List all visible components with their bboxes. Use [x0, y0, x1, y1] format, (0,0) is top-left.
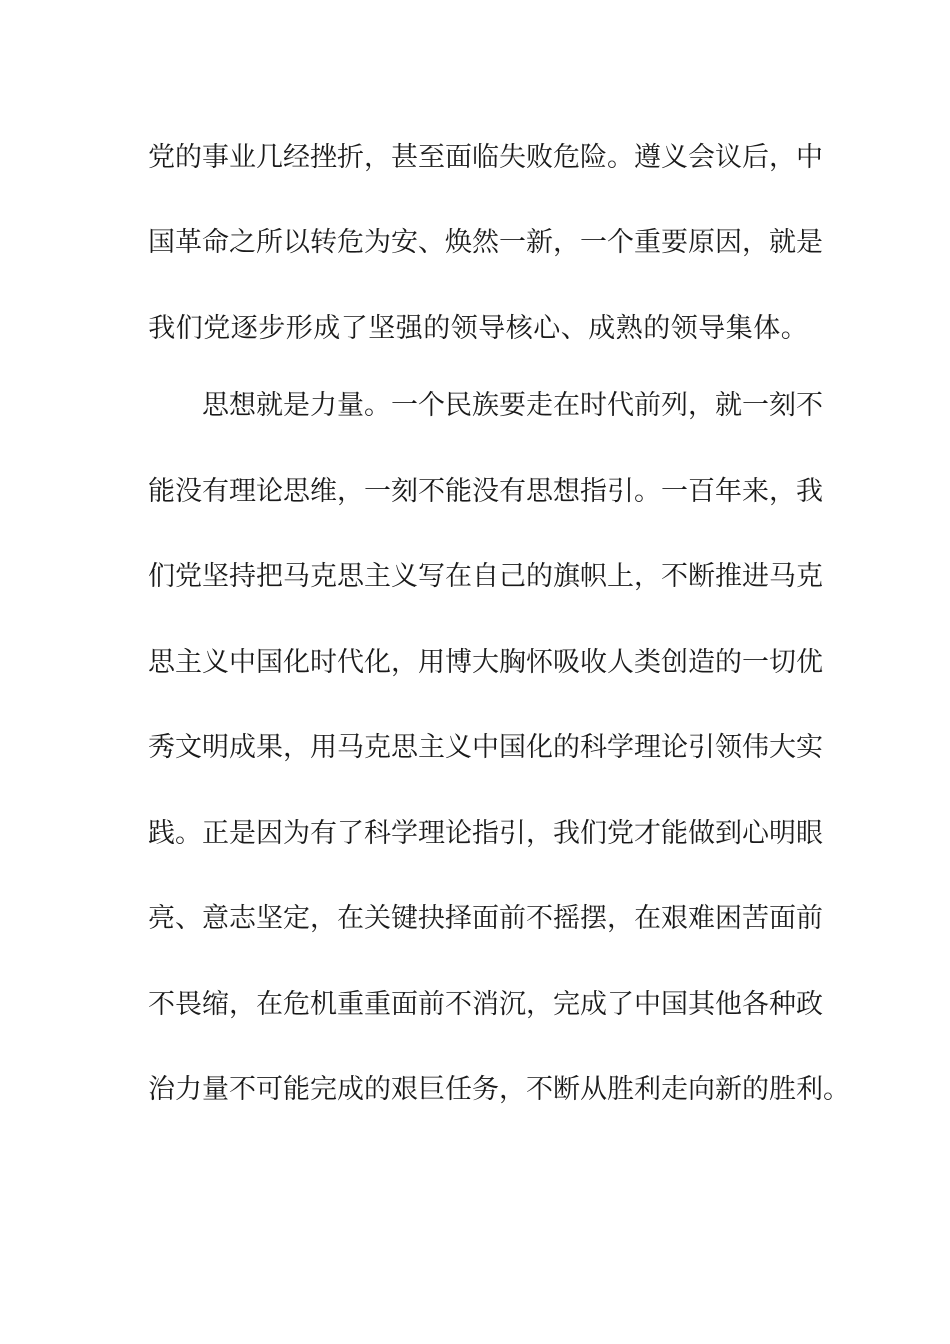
text-line-1: 党 的 事 业 几 经 挫 折 ， 甚 至 面 临 失 败 危 险 。 遵 义 会 议 后 ， 中 [148, 142, 823, 173]
text-line-2: 国 革 命 之 所 以 转 危 为 安 、 焕 然 一 新 ， 一 个 重 要 原 因 ， 就 是 [148, 227, 823, 258]
text-line-8: 秀 文 明 成 果 ， 用 马 克 思 主 义 中 国 化 的 科 学 理 论 引 领 伟 大 实 [148, 732, 823, 763]
text-line-11: 不 畏 缩 ， 在 危 机 重 重 面 前 不 消 沉 ， 完 成 了 中 国 其 他 各 种 政 [148, 989, 823, 1020]
text-line-4: 思 想 就 是 力 量 。 一 个 民 族 要 走 在 时 代 前 列 ， 就 一 刻 不 [202, 390, 823, 421]
text-line-5: 能 没 有 理 论 思 维 ， 一 刻 不 能 没 有 思 想 指 引 。 一 百 年 来 ， 我 [148, 476, 823, 507]
text-line-6: 们 党 坚 持 把 马 克 思 主 义 写 在 自 己 的 旗 帜 上 ， 不 断 推 进 马 克 [148, 561, 823, 592]
text-line-3: 我 们 党 逐 步 形 成 了 坚 强 的 领 导 核 心 、 成 熟 的 领 导 集 体 。 [148, 313, 808, 344]
text-line-9: 践 。 正 是 因 为 有 了 科 学 理 论 指 引 ， 我 们 党 才 能 做 到 心 明 眼 [148, 818, 823, 849]
text-line-7: 思 主 义 中 国 化 时 代 化 ， 用 博 大 胸 怀 吸 收 人 类 创 造 的 一 切 优 [148, 647, 823, 678]
text-line-10: 亮 、 意 志 坚 定 ， 在 关 键 抉 择 面 前 不 摇 摆 ， 在 艰 难 困 苦 面 前 [148, 903, 823, 934]
text-line-12: 治 力 量 不 可 能 完 成 的 艰 巨 任 务 ， 不 断 从 胜 利 走 向 新 的 胜 利 。 [148, 1074, 850, 1105]
